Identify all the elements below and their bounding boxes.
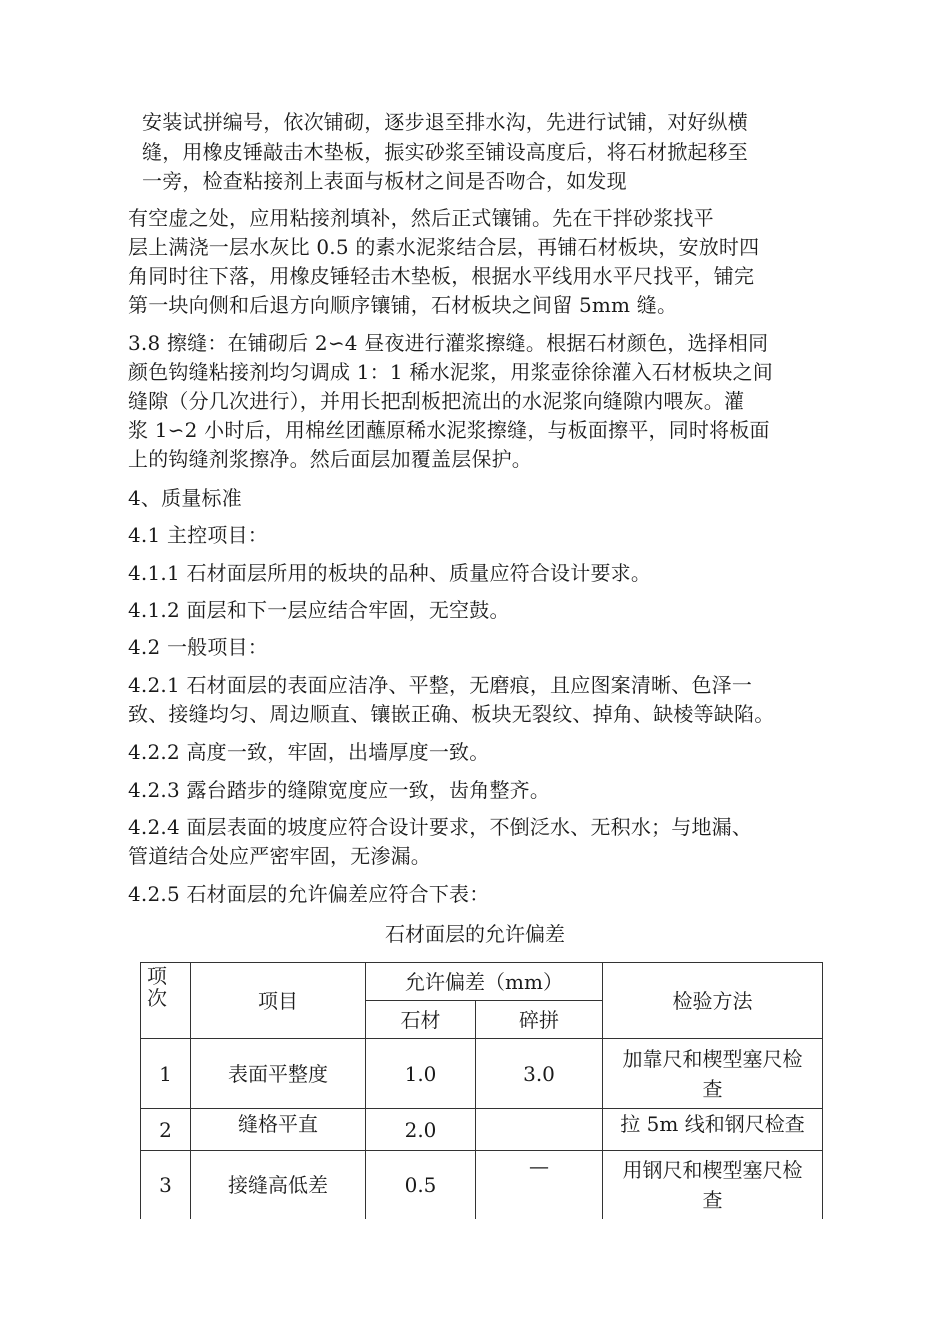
- paragraph-line: 缝隙（分几次进行），并用长把刮板把流出的水泥浆向缝隙内喂灰。灌: [128, 389, 745, 413]
- paragraph-line: 颜色钩缝粘接剂均匀调成 1：1 稀水泥浆，用浆壶徐徐灌入石材板块之间: [128, 360, 773, 384]
- cell-method: 用钢尺和楔型塞尺检查: [603, 1151, 823, 1219]
- cell-method: 加靠尺和楔型塞尺检查: [603, 1039, 823, 1109]
- cell-no: 2: [141, 1109, 191, 1151]
- cell-no: 3: [141, 1151, 191, 1219]
- header-mosaic: 碎拼: [476, 1001, 603, 1039]
- cell-stone: 0.5: [366, 1151, 476, 1219]
- table-row: [141, 1151, 823, 1219]
- cell-item: 接缝高低差: [191, 1151, 366, 1219]
- paragraph-line: 有空虚之处，应用粘接剂填补，然后正式镶铺。先在干拌砂浆找平: [128, 206, 714, 230]
- table-row: [141, 1109, 823, 1151]
- subsection-heading: 4.2 一般项目：: [128, 635, 268, 659]
- paragraph-line: 4.2.1 石材面层的表面应洁净、平整，无磨痕，且应图案清晰、色泽一: [128, 673, 753, 697]
- section-heading: 4、质量标准: [128, 486, 242, 510]
- paragraph-line: 一旁，检查粘接剂上表面与板材之间是否吻合，如发现: [142, 169, 627, 193]
- header-tolerance: 允许偏差（mm）: [366, 963, 603, 1001]
- paragraph-line: 上的钩缝剂浆擦净。然后面层加覆盖层保护。: [128, 447, 532, 471]
- header-stone: 石材: [366, 1001, 476, 1039]
- cell-stone: 2.0: [366, 1109, 476, 1151]
- subsection-heading: 4.1 主控项目：: [128, 523, 268, 547]
- tolerance-table: [140, 962, 823, 1219]
- header-no: 项次: [141, 963, 191, 1039]
- paragraph-line: 第一块向侧和后退方向顺序镶铺，石材板块之间留 5mm 缝。: [128, 293, 678, 317]
- cell-item: 缝格平直: [191, 1109, 366, 1151]
- paragraph-line: 4.1.1 石材面层所用的板块的品种、质量应符合设计要求。: [128, 561, 652, 585]
- table-caption: 石材面层的允许偏差: [385, 922, 565, 946]
- table-row: [141, 1039, 823, 1109]
- cell-method: 拉 5m 线和钢尺检查: [603, 1109, 823, 1151]
- cell-mosaic: [476, 1109, 603, 1151]
- paragraph-line: 4.2.2 高度一致，牢固，出墙厚度一致。: [128, 740, 490, 764]
- paragraph-line: 层上满浇一层水灰比 0.5 的素水泥浆结合层，再铺石材板块，安放时四: [128, 235, 760, 259]
- header-item: 项目: [191, 963, 366, 1039]
- paragraph-line: 3.8 擦缝：在铺砌后 2∽4 昼夜进行灌浆擦缝。根据石材颜色，选择相同: [128, 331, 769, 355]
- paragraph-line: 安装试拼编号，依次铺砌，逐步退至排水沟，先进行试铺，对好纵横: [142, 110, 748, 134]
- paragraph-line: 角同时往下落，用橡皮锤轻击木垫板，根据水平线用水平尺找平，铺完: [128, 264, 755, 288]
- cell-stone: 1.0: [366, 1039, 476, 1109]
- paragraph-line: 4.1.2 面层和下一层应结合牢固，无空鼓。: [128, 598, 510, 622]
- paragraph-line: 缝，用橡皮锤敲击木垫板，振实砂浆至铺设高度后，将石材掀起移至: [142, 140, 748, 164]
- paragraph-line: 4.2.5 石材面层的允许偏差应符合下表：: [128, 882, 490, 906]
- paragraph-line: 浆 1∽2 小时后，用棉丝团蘸原稀水泥浆擦缝，与板面擦平，同时将板面: [128, 418, 770, 442]
- header-method: 检验方法: [603, 963, 823, 1039]
- cell-item: 表面平整度: [191, 1039, 366, 1109]
- paragraph-line: 管道结合处应严密牢固，无渗漏。: [128, 844, 431, 868]
- paragraph-line: 致、接缝均匀、周边顺直、镶嵌正确、板块无裂纹、掉角、缺棱等缺陷。: [128, 702, 775, 726]
- cell-mosaic: —: [476, 1151, 603, 1219]
- cell-mosaic: 3.0: [476, 1039, 603, 1109]
- paragraph-line: 4.2.3 露台踏步的缝隙宽度应一致，齿角整齐。: [128, 778, 551, 802]
- cell-no: 1: [141, 1039, 191, 1109]
- paragraph-line: 4.2.4 面层表面的坡度应符合设计要求，不倒泛水、无积水；与地漏、: [128, 815, 753, 839]
